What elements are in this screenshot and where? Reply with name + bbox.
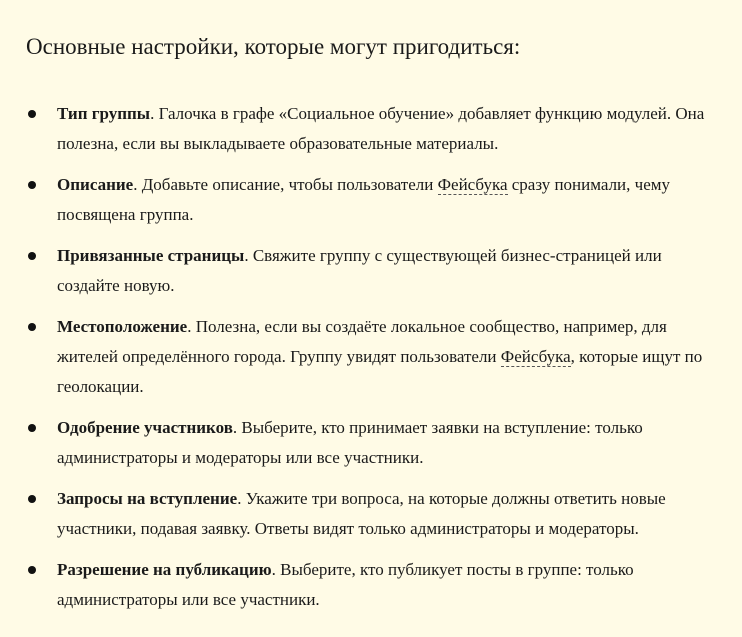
- item-term: Запросы на вступление: [57, 489, 238, 508]
- item-text: . Добавьте описание, чтобы пользователи: [133, 175, 438, 194]
- bullet-icon: [28, 566, 36, 574]
- bullet-icon: [28, 181, 36, 189]
- item-term: Одобрение участников: [57, 418, 233, 437]
- list-item: [26, 241, 712, 301]
- item-term: Привязанные страницы: [57, 246, 245, 265]
- list-item: [26, 555, 712, 615]
- list-item: [26, 312, 712, 402]
- item-text: . Свяжите группу с существующей бизнес-страницей или создайте новую.: [57, 246, 662, 295]
- item-text: . Выберите, кто принимает заявки на вступление: только администраторы и модераторы или все участники.: [57, 418, 643, 467]
- item-term: Разрешение на публикацию: [57, 560, 272, 579]
- bullet-icon: [28, 323, 36, 331]
- section-heading: Основные настройки, которые могут пригодиться:: [26, 34, 521, 59]
- bullet-icon: [28, 110, 36, 118]
- item-text: , которые ищут по геолокации.: [57, 347, 703, 396]
- list-item: [26, 170, 712, 230]
- settings-list: [26, 99, 712, 615]
- item-text: . Выберите, кто публикует посты в группе: только администраторы или все участники.: [57, 560, 634, 609]
- list-item: [26, 484, 712, 544]
- list-item: [26, 413, 712, 473]
- item-term: Местоположение: [57, 317, 188, 336]
- item-text: сразу понимали, чему посвящена группа.: [57, 175, 671, 224]
- facebook-link[interactable]: Фейсбука: [437, 175, 508, 194]
- bullet-icon: [28, 424, 36, 432]
- bullet-icon: [28, 495, 36, 503]
- bullet-icon: [28, 252, 36, 260]
- item-term: Тип группы: [57, 104, 151, 123]
- facebook-link[interactable]: Фейсбука: [500, 347, 571, 366]
- item-text: . Укажите три вопроса, на которые должны ответить новые участники, подавая заявку. Ответы видят только администраторы и модераторы.: [57, 489, 666, 538]
- list-item: [26, 99, 712, 159]
- item-text: . Галочка в графе «Социальное обучение» добавляет функцию модулей. Она полезна, если вы выкладываете образовательные материалы.: [57, 104, 705, 153]
- item-text: . Полезна, если вы создаёте локальное сообщество, например, для жителей определённого города. Группу увидят пользователи: [57, 317, 667, 366]
- item-term: Описание: [57, 175, 134, 194]
